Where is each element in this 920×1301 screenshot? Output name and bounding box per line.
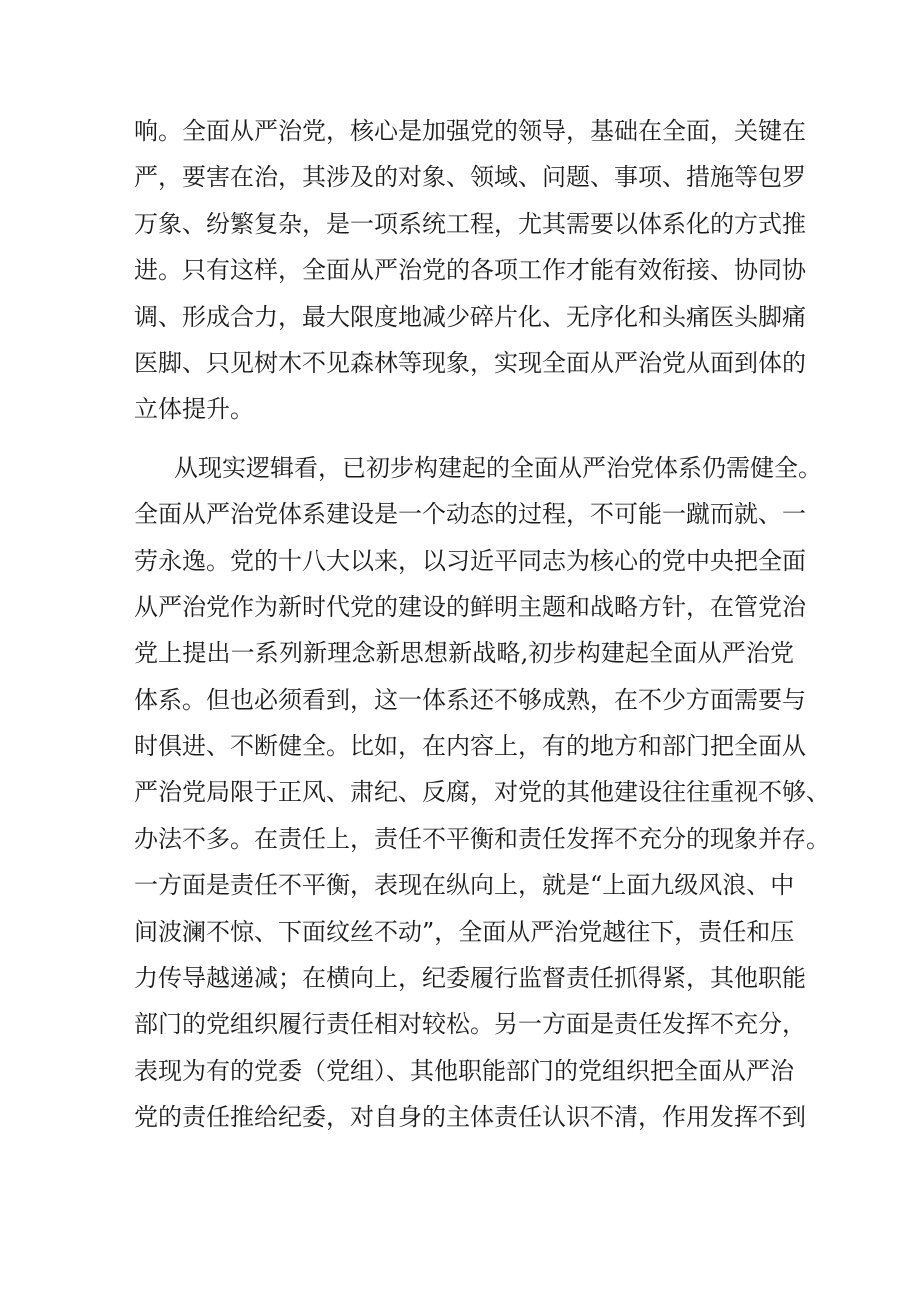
paragraph-line: 严治党局限于正风、肃纪、反腐，对党的其他建设往往重视不够、: [134, 778, 830, 807]
paragraph-line: 严，要害在治，其涉及的对象、领域、问题、事项、措施等包罗: [134, 163, 806, 192]
paragraph-line: 从严治党作为新时代党的建设的鲜明主题和战略方针，在管党治: [134, 592, 806, 621]
paragraph-line: 响。全面从严治党，核心是加强党的领导，基础在全面，关键在: [134, 117, 806, 145]
paragraph-line: 万象、纷繁复杂，是一项系统工程，尤其需要以体系化的方式推: [134, 209, 806, 238]
paragraph-line: 全面从严治党体系建设是一个动态的过程，不可能一蹴而就、一: [134, 500, 806, 529]
paragraph-line: 体系。但也必须看到，这一体系还不够成熟，在不少方面需要与: [134, 685, 806, 714]
paragraph-line: 时俱进、不断健全。比如，在内容上，有的地方和部门把全面从: [134, 732, 806, 761]
paragraph-line: 调、形成合力，最大限度地减少碎片化、无序化和头痛医头脚痛: [134, 302, 806, 331]
paragraph-line: 间波澜不惊、下面纹丝不动”，全面从严治党越往下，责任和压: [134, 917, 795, 946]
body-text: [134, 108, 830, 1141]
paragraph-line: 劳永逸。党的十八大以来，以习近平同志为核心的党中央把全面: [134, 546, 806, 575]
paragraph-line: 党的责任推给纪委，对自身的主体责任认识不清，作用发挥不到: [134, 1103, 806, 1132]
paragraph-line: 从现实逻辑看，已初步构建起的全面从严治党体系仍需健全。: [174, 453, 822, 482]
paragraph-line: 立体提升。: [134, 395, 254, 424]
paragraph-2: [134, 445, 830, 1141]
paragraph-line: 医脚、只见树木不见森林等现象，实现全面从严治党从面到体的: [134, 348, 806, 377]
paragraph-line: 进。只有这样，全面从严治党的各项工作才能有效衔接、协同协: [134, 256, 806, 285]
paragraph-1: [134, 108, 806, 433]
paragraph-line: 表现为有的党委（党组）、其他职能部门的党组织把全面从严治: [134, 1056, 794, 1085]
paragraph-line: 力传导越递减；在横向上，纪委履行监督责任抓得紧，其他职能: [134, 964, 806, 993]
paragraph-line: 一方面是责任不平衡，表现在纵向上，就是“上面九级风浪、中: [134, 871, 795, 900]
paragraph-line: 党上提出一系列新理念新思想新战略,初步构建起全面从严治党: [134, 639, 794, 668]
paragraph-spacer: [134, 433, 794, 445]
paragraph-line: 部门的党组织履行责任相对较松。另一方面是责任发挥不充分，: [134, 1010, 806, 1039]
paragraph-line: 办法不多。在责任上，责任不平衡和责任发挥不充分的现象并存。: [134, 824, 830, 853]
